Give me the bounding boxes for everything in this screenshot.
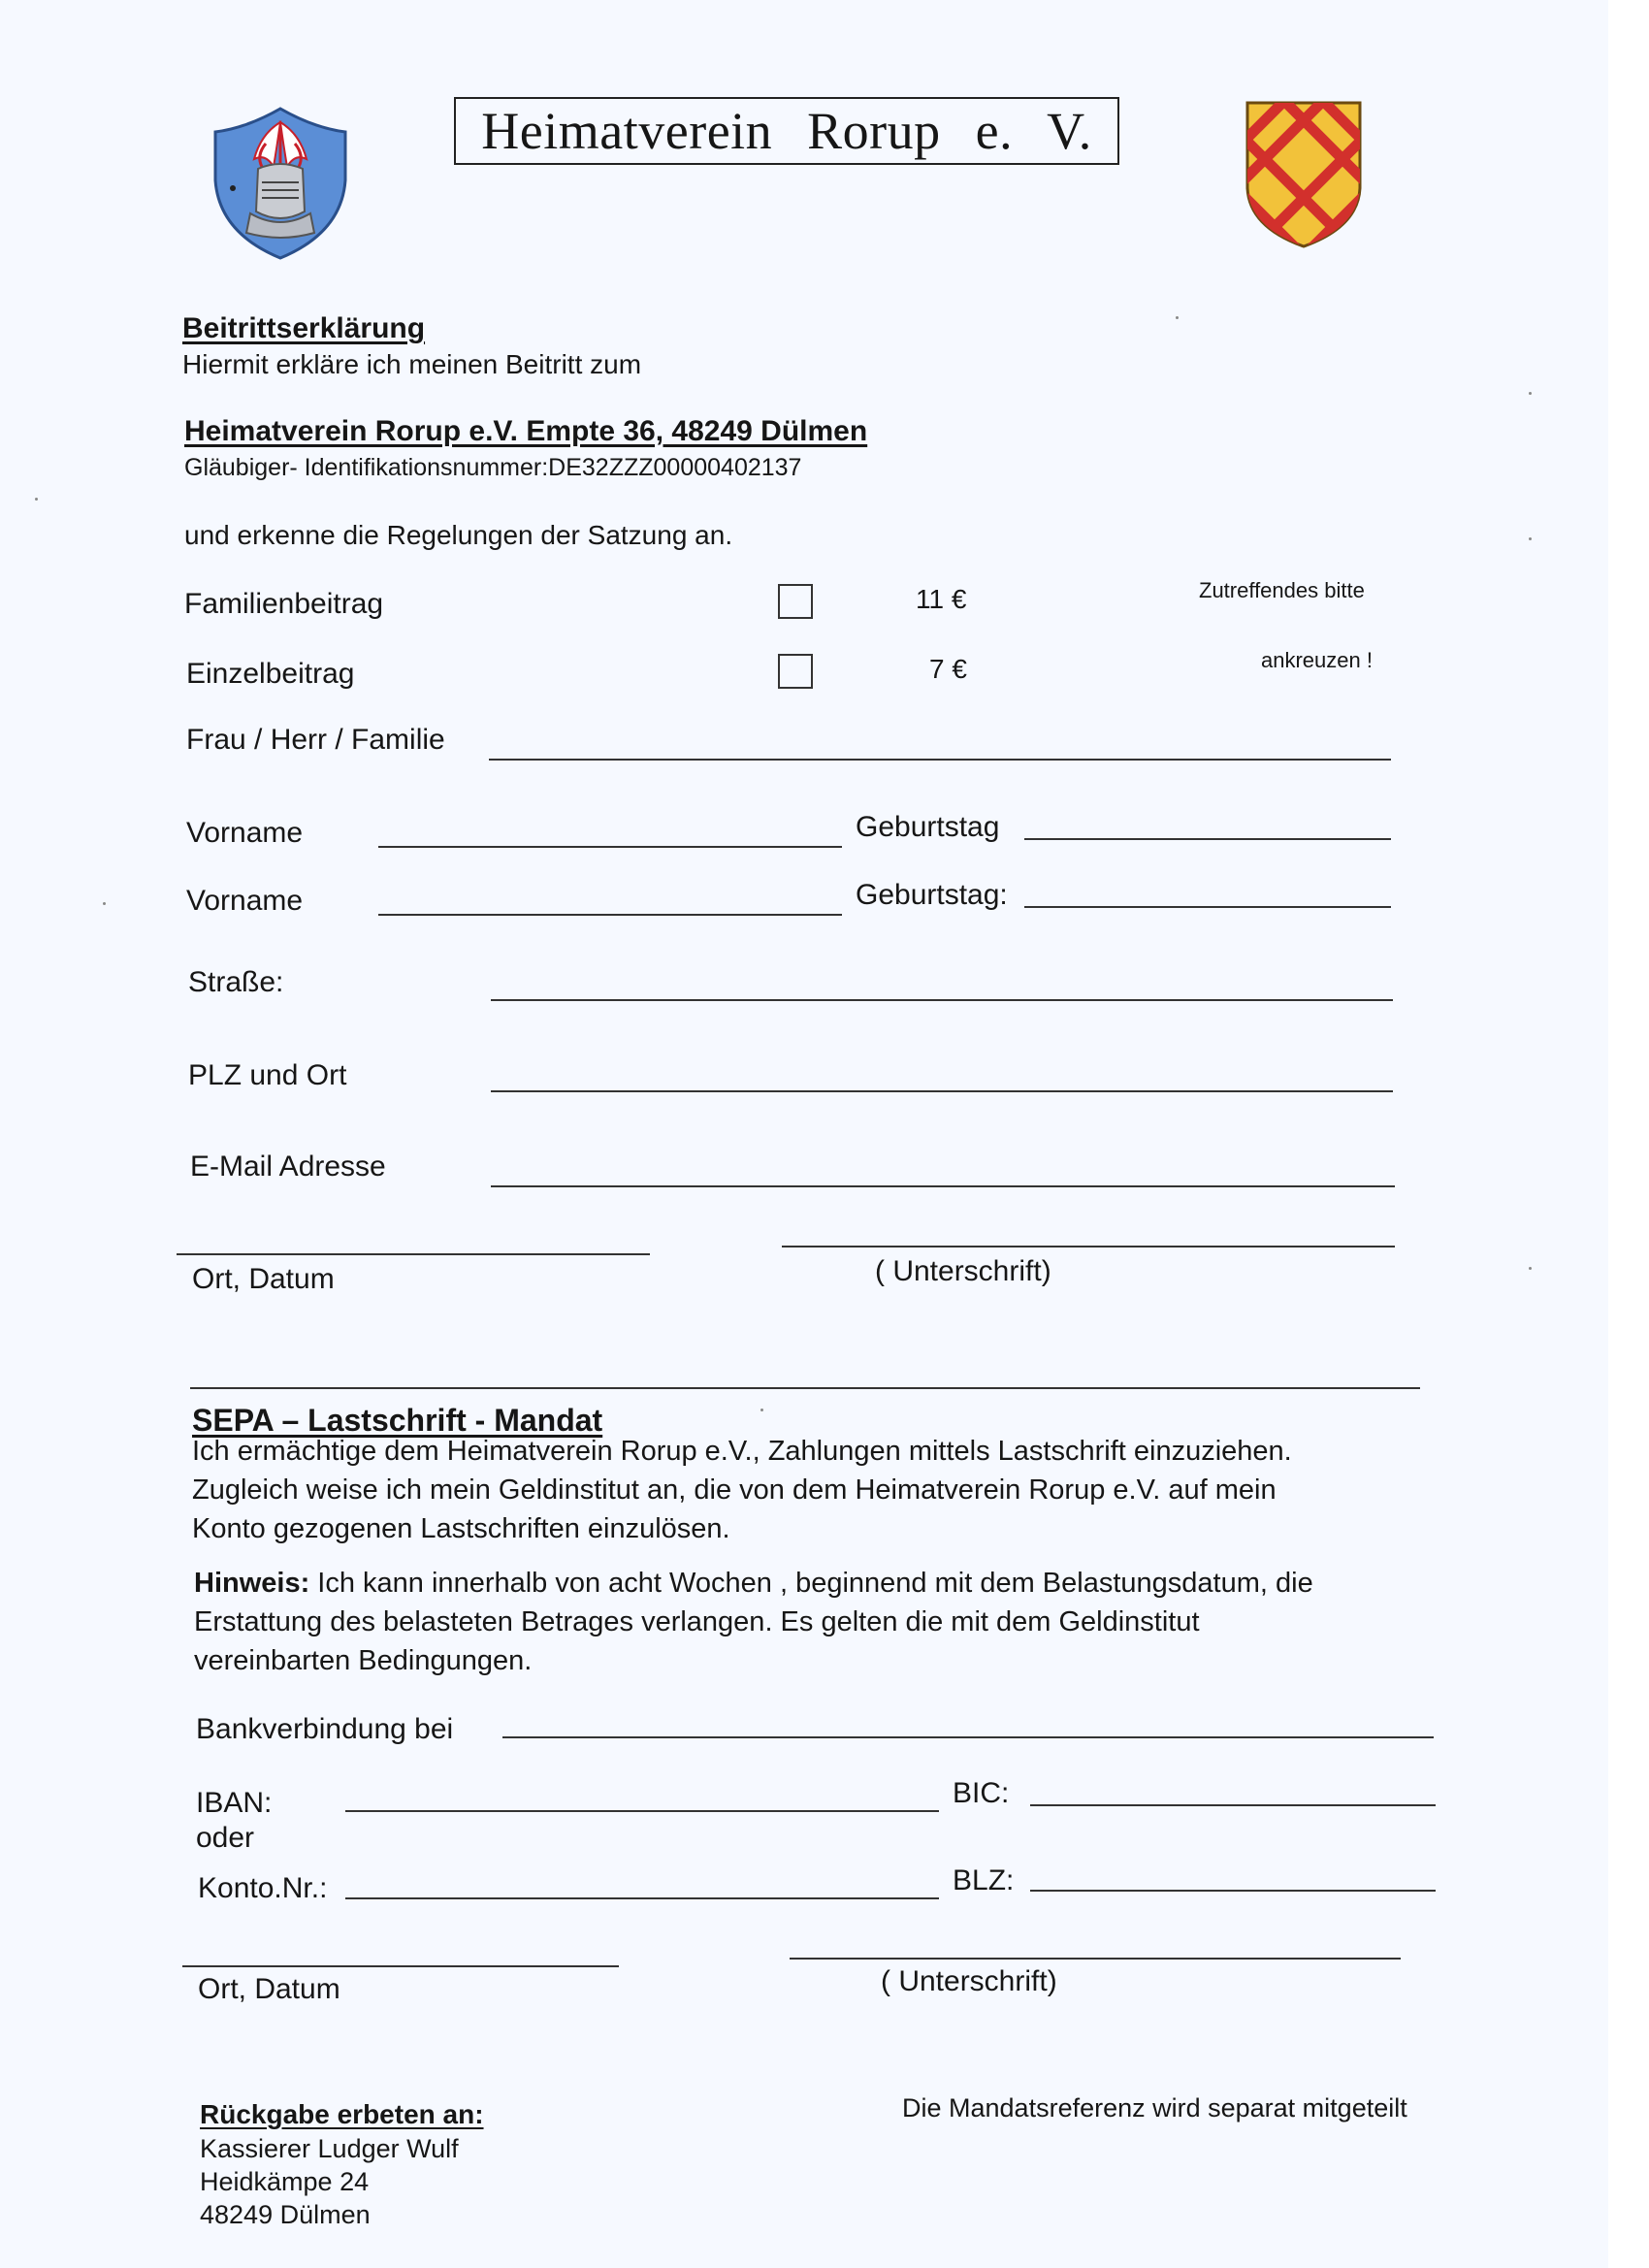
declaration-intro: Hiermit erkläre ich meinen Beitritt zum (182, 349, 642, 379)
page-title: Heimatverein Rorup e. V. (454, 97, 1119, 165)
club-address: Heimatverein Rorup e.V. Empte 36, 48249 Dülmen (184, 415, 868, 447)
hint-text-line3: vereinbarten Bedingungen. (194, 1645, 533, 1676)
email-field[interactable] (491, 1185, 1395, 1187)
signature-field[interactable] (782, 1246, 1395, 1247)
scan-dust (1176, 316, 1179, 319)
birthday2-label: Geburtstag: (856, 879, 1008, 911)
checkbox-hint-line1: Zutreffendes bitte (1199, 578, 1365, 602)
account-field[interactable] (345, 1897, 939, 1899)
sepa-text-line3: Konto gezogenen Lastschriften einzulösen. (192, 1513, 730, 1544)
zip-city-label: PLZ und Ort (188, 1059, 347, 1091)
bank-label: Bankverbindung bei (196, 1713, 454, 1745)
street-field[interactable] (491, 999, 1393, 1001)
salutation-field[interactable] (489, 759, 1391, 761)
scan-dust (103, 902, 106, 905)
account-label: Konto.Nr.: (198, 1872, 328, 1904)
firstname2-field[interactable] (378, 914, 842, 916)
fee-single-amount: 7 € (929, 654, 967, 684)
birthday1-label: Geburtstag (856, 811, 1000, 843)
fee-single-checkbox[interactable] (778, 654, 813, 689)
sepa-heading: SEPA – Lastschrift - Mandat (192, 1403, 603, 1438)
birthday1-field[interactable] (1024, 838, 1391, 840)
sepa-signature-field[interactable] (790, 1958, 1401, 1960)
iban-field[interactable] (345, 1810, 939, 1812)
shield-knight-helmet-icon (208, 105, 353, 260)
fee-family-amount: 11 € (916, 584, 967, 614)
scan-dust (1529, 1267, 1532, 1270)
blz-label: BLZ: (953, 1864, 1015, 1896)
sepa-place-date-field[interactable] (182, 1965, 619, 1967)
section-divider (190, 1387, 1420, 1389)
blz-field[interactable] (1030, 1890, 1436, 1892)
firstname2-label: Vorname (186, 885, 304, 917)
hint-bold: Hinweis: (194, 1568, 310, 1599)
street-label: Straße: (188, 966, 284, 998)
birthday2-field[interactable] (1024, 906, 1391, 908)
shield-red-lattice-icon (1244, 99, 1364, 250)
hint-text-line2: Erstattung des belasteten Betrages verlangen. Es gelten die mit dem Geldinstitut (194, 1606, 1200, 1637)
fee-family-checkbox[interactable] (778, 584, 813, 619)
scan-dust (1529, 537, 1532, 540)
checkbox-hint-line2: ankreuzen ! (1261, 648, 1373, 672)
zip-city-field[interactable] (491, 1090, 1393, 1092)
creditor-id: Gläubiger- Identifikationsnummer:DE32ZZZ00000402137 (184, 454, 802, 481)
bic-label: BIC: (953, 1777, 1010, 1809)
fee-single-label: Einzelbeitrag (186, 658, 355, 690)
firstname1-field[interactable] (378, 846, 842, 848)
fee-family-label: Familienbeitrag (184, 588, 384, 620)
scan-dust (35, 498, 38, 501)
scan-dust (1529, 392, 1532, 395)
bank-field[interactable] (502, 1736, 1434, 1738)
scan-edge (1608, 0, 1649, 2268)
return-city: 48249 Dülmen (200, 2200, 371, 2229)
bic-field[interactable] (1030, 1804, 1436, 1806)
declaration-heading: Beitrittserklärung (182, 312, 426, 344)
sepa-signature-label: ( Unterschrift) (881, 1965, 1057, 1997)
place-date-label: Ort, Datum (192, 1263, 335, 1295)
place-date-field[interactable] (177, 1253, 650, 1255)
or-label: oder (196, 1822, 255, 1854)
sepa-text-line1: Ich ermächtige dem Heimatverein Rorup e.V., Zahlungen mittels Lastschrift einzuziehen. (192, 1436, 1292, 1467)
return-name: Kassierer Ludger Wulf (200, 2134, 459, 2163)
iban-label: IBAN: (196, 1787, 273, 1819)
hint-text-line1: Ich kann innerhalb von acht Wochen , beginnend mit dem Belastungsdatum, die (309, 1568, 1313, 1599)
mandate-note: Die Mandatsreferenz wird separat mitgeteilt (902, 2093, 1407, 2122)
return-street: Heidkämpe 24 (200, 2167, 370, 2196)
signature-label: ( Unterschrift) (875, 1255, 1051, 1287)
sepa-place-date-label: Ort, Datum (198, 1973, 340, 2005)
statute-text: und erkenne die Regelungen der Satzung an. (184, 520, 733, 550)
sepa-text-line2: Zugleich weise ich mein Geldinstitut an, die von dem Heimatverein Rorup e.V. auf mein (192, 1474, 1277, 1506)
return-heading: Rückgabe erbeten an: (200, 2099, 484, 2129)
salutation-label: Frau / Herr / Familie (186, 724, 445, 756)
email-label: E-Mail Adresse (190, 1150, 386, 1183)
firstname1-label: Vorname (186, 817, 304, 849)
scan-dust (760, 1409, 763, 1411)
